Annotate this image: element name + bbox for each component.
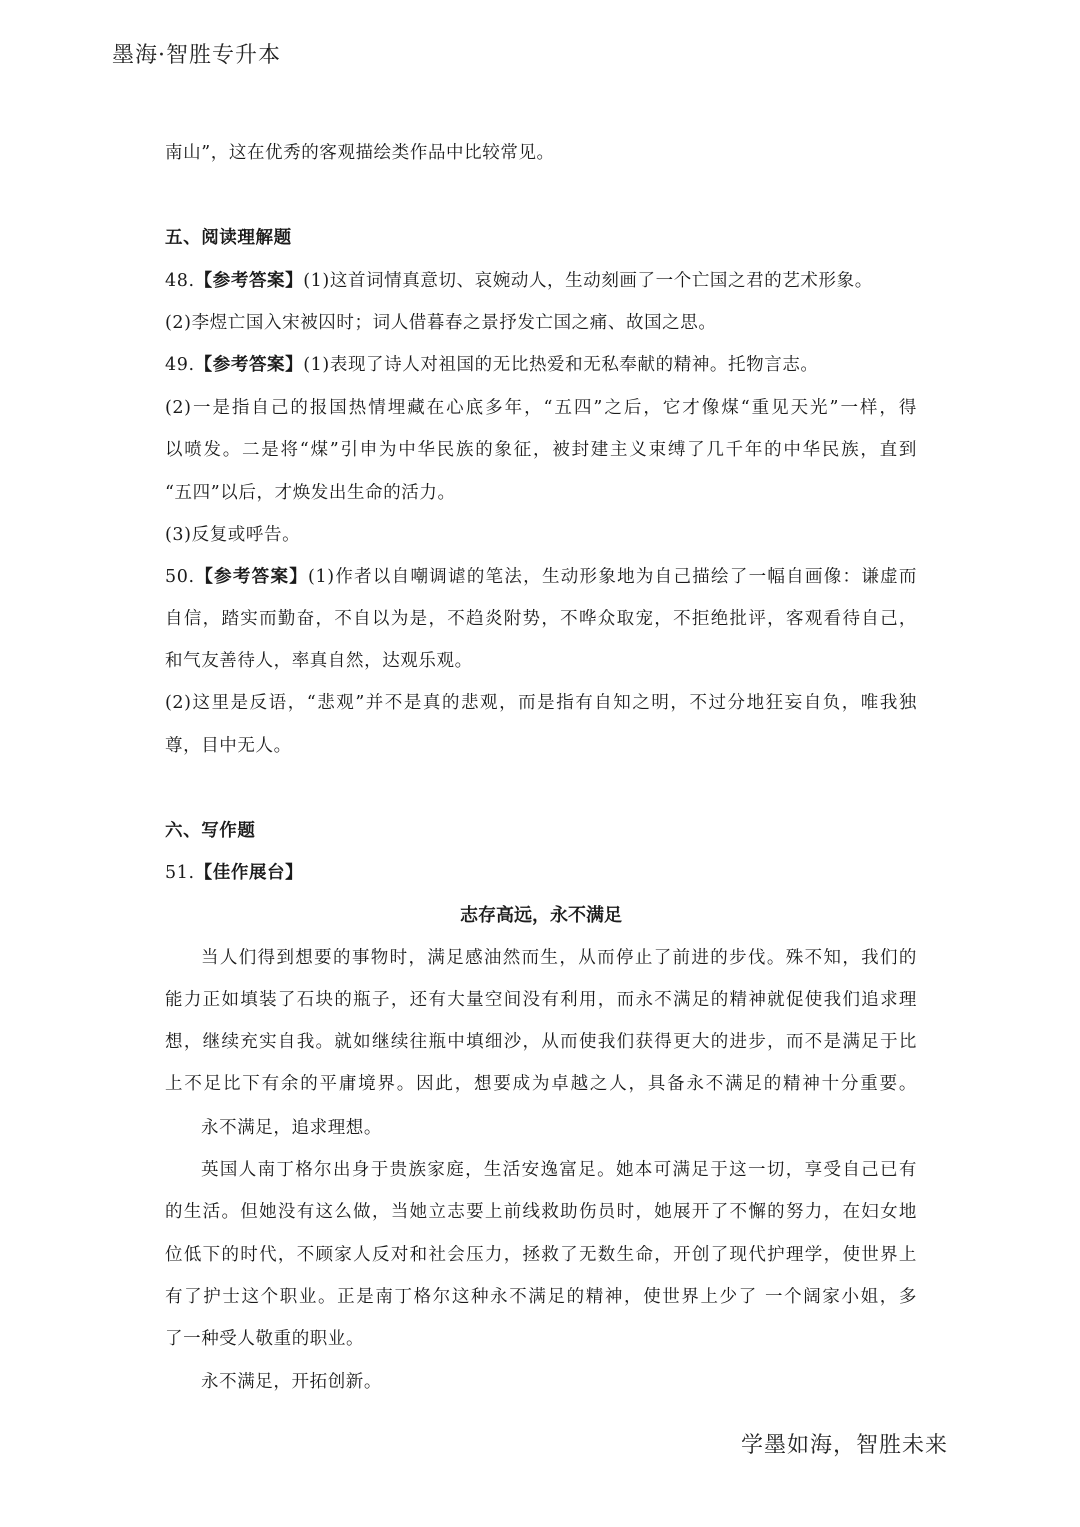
answer-label: 【参考答案】 — [194, 271, 304, 291]
answer-text: (1)表现了诗人对祖国的无比热爱和无私奉献的精神。托物言志。 — [303, 355, 819, 375]
answer-49-line-1 — [165, 352, 917, 378]
essay-p3-line-2: 的生活。但她没有这么做，当她立志要上前线救助伤员时，她展开了不懈的努力，在妇女地 — [165, 1202, 917, 1222]
question-number: 48. — [165, 271, 195, 291]
question-number: 50. — [165, 567, 195, 587]
answer-50-line-4: (2)这里是反语，“悲观”并不是真的悲观，而是指有自知之明，不过分地狂妄自负，唯我独 — [165, 693, 917, 713]
fragment-line: 南山”，这在优秀的客观描绘类作品中比较常见。 — [165, 143, 555, 163]
answer-50-line-2: 自信，踏实而勤奋，不自以为是，不趋炎附势，不哗众取宠，不拒绝批评，客观看待自己， — [165, 609, 917, 629]
essay-p1-line-2: 能力正如填装了石块的瓶子，还有大量空间没有利用，而永不满足的精神就促使我们追求理 — [165, 990, 917, 1010]
answer-text: (1)这首词情真意切、哀婉动人，生动刻画了一个亡国之君的艺术形象。 — [303, 271, 873, 291]
essay-p3-line-3: 位低下的时代，不顾家人反对和社会压力，拯救了无数生命，开创了现代护理学，使世界上 — [165, 1245, 917, 1265]
essay-p3-line-4: 有了护士这个职业。正是南丁格尔这种永不满足的精神，使世界上少了 一个阔家小姐，多 — [165, 1287, 917, 1307]
answer-label: 【佳作展台】 — [194, 863, 304, 883]
answer-text: (1)作者以自嘲调谑的笔法，生动形象地为自己描绘了一幅自画像：谦虚而 — [308, 567, 917, 587]
answer-51-line — [165, 860, 917, 886]
question-number: 49. — [165, 355, 195, 375]
answer-48-line-1 — [165, 268, 917, 294]
answer-48-line-2: (2)李煜亡国入宋被囚时；词人借暮春之景抒发亡国之痛、故国之思。 — [165, 313, 717, 333]
essay-p1-line-4: 上不足比下有余的平庸境界。因此，想要成为卓越之人，具备永不满足的精神十分重要。 — [165, 1074, 917, 1094]
answer-49-line-3: 以喷发。二是将“煤”引申为中华民族的象征，被封建主义束缚了几千年的中华民族，直到 — [165, 440, 917, 460]
essay-title: 志存高远，永不满足 — [460, 905, 622, 926]
essay-p2: 永不满足，追求理想。 — [201, 1118, 382, 1138]
answer-50-line-1 — [165, 564, 917, 590]
header-brand: 墨海·智胜专升本 — [112, 43, 281, 68]
answer-label: 【参考答案】 — [194, 355, 304, 375]
section-title-writing: 六、写作题 — [165, 821, 256, 841]
footer-slogan: 学墨如海，智胜未来 — [740, 1433, 948, 1458]
essay-p4: 永不满足，开拓创新。 — [201, 1372, 382, 1392]
answer-50-line-5: 尊，目中无人。 — [165, 736, 292, 756]
essay-p1-line-3: 想，继续充实自我。就如继续往瓶中填细沙，从而使我们获得更大的进步，而不是满足于比 — [165, 1032, 917, 1052]
section-title-reading: 五、阅读理解题 — [165, 228, 292, 248]
answer-49-line-4: “五四”以后，才焕发出生命的活力。 — [165, 483, 456, 503]
answer-label: 【参考答案】 — [194, 567, 309, 587]
answer-50-line-3: 和气友善待人，率真自然，达观乐观。 — [165, 651, 473, 671]
essay-p3-line-5: 了一种受人敬重的职业。 — [165, 1329, 365, 1349]
question-number: 51. — [165, 863, 195, 883]
essay-p1-line-1: 当人们得到想要的事物时，满足感油然而生，从而停止了前进的步伐。殊不知，我们的 — [201, 948, 917, 968]
answer-49-line-5: (3)反复或呼告。 — [165, 525, 301, 545]
essay-p3-line-1: 英国人南丁格尔出身于贵族家庭，生活安逸富足。她本可满足于这一切，享受自己已有 — [201, 1160, 917, 1180]
answer-49-line-2: (2)一是指自己的报国热情埋藏在心底多年，“五四”之后，它才像煤“重见天光”一样，得 — [165, 398, 917, 418]
